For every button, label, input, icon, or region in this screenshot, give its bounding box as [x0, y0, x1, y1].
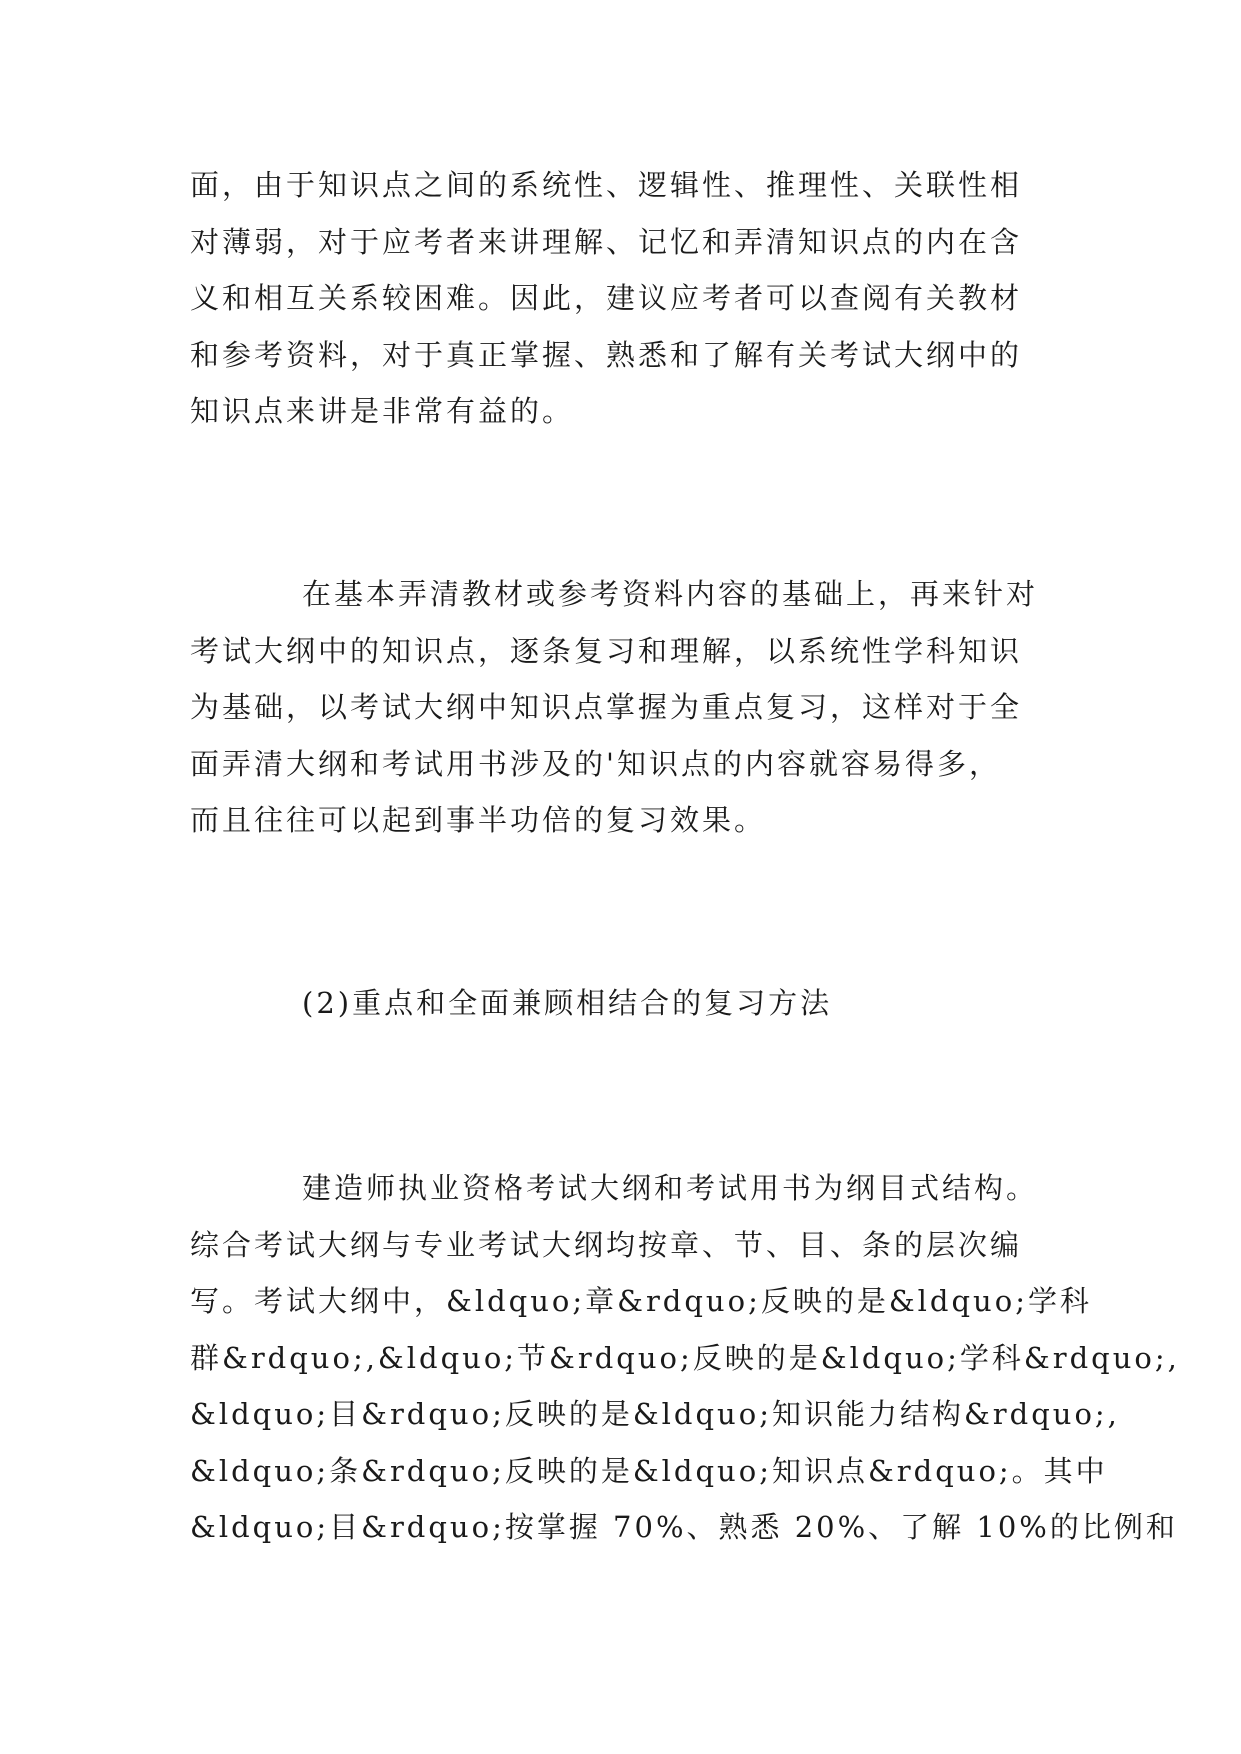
text-line: 建造师执业资格考试大纲和考试用书为纲目式结构。 — [302, 1171, 1039, 1205]
text-line: &ldquo;目&rdquo;按掌握 70%、熟悉 20%、了解 10%的比例和 — [190, 1510, 1178, 1544]
text-line: 群&rdquo;,&ldquo;节&rdquo;反映的是&ldquo;学科&rdquo;, — [190, 1340, 1180, 1375]
text-line: 面，由于知识点之间的系统性、逻辑性、推理性、关联性相 — [190, 168, 1023, 202]
text-line: 和参考资料，对于真正掌握、熟悉和了解有关考试大纲中的 — [190, 337, 1023, 372]
paragraph-outline-structure — [190, 1160, 1180, 1556]
text-line: 写。考试大纲中，&ldquo;章&rdquo;反映的是&ldquo;学科 — [190, 1284, 1092, 1318]
text-line: 综合考试大纲与专业考试大纲均按章、节、目、条的层次编 — [190, 1227, 1023, 1262]
text-line: 而且往往可以起到事半功倍的复习效果。 — [190, 803, 767, 837]
text-line: &ldquo;目&rdquo;反映的是&ldquo;知识能力结构&rdquo;, — [190, 1397, 1120, 1431]
heading-text: (2)重点和全面兼顾相结合的复习方法 — [302, 986, 833, 1020]
section-heading — [190, 975, 1050, 1032]
text-line: 为基础，以考试大纲中知识点掌握为重点复习，这样对于全 — [190, 690, 1023, 724]
text-line: 对薄弱，对于应考者来讲理解、记忆和弄清知识点的内在含 — [190, 224, 1023, 259]
text-line: 知识点来讲是非常有益的。 — [190, 394, 575, 428]
text-line: &ldquo;条&rdquo;反映的是&ldquo;知识点&rdquo;。其中 — [190, 1453, 1108, 1488]
text-line: 面弄清大纲和考试用书涉及的'知识点的内容就容易得多， — [190, 746, 1001, 781]
paragraph-study-basis — [190, 566, 1050, 849]
text-line: 义和相互关系较困难。因此，建议应考者可以查阅有关教材 — [190, 281, 1023, 315]
paragraph-continuation — [190, 157, 1050, 440]
text-line: 在基本弄清教材或参考资料内容的基础上，再来针对 — [302, 577, 1039, 611]
text-line: 考试大纲中的知识点，逐条复习和理解，以系统性学科知识 — [190, 633, 1023, 668]
